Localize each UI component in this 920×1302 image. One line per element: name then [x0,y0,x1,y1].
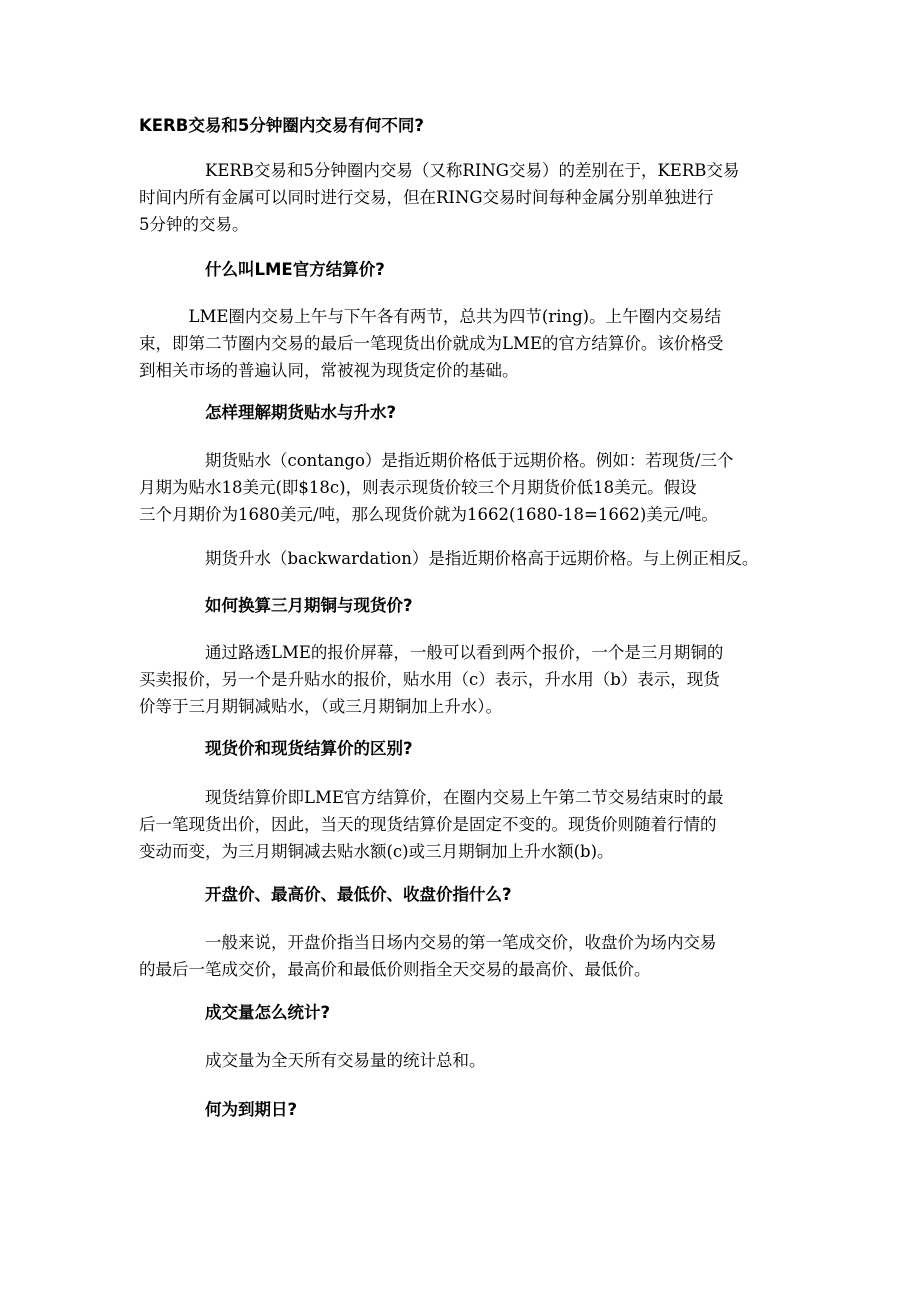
question-three-month-copper [139,592,791,619]
answer-line: 现货结算价即LME官方结算价，在圈内交易上午第二节交易结束时的最 [139,788,724,807]
answer-line: 通过路透LME的报价屏幕，一般可以看到两个报价，一个是三月期铜的 [139,643,724,662]
question-heading: 现货价和现货结算价的区别? [139,739,413,758]
answer-line: 时间内所有金属可以同时进行交易，但在RING交易时间每种金属分别单独进行 [139,188,714,207]
question-kerb-vs-ring [139,112,791,139]
answer-line: 成交量为全天所有交易量的统计总和。 [139,1051,486,1070]
answer-volume [139,1047,791,1074]
answer-line: 买卖报价，另一个是升贴水的报价，贴水用（c）表示，升水用（b）表示，现货 [139,670,720,689]
answer-line: LME圈内交易上午与下午各有两节，总共为四节(ring)。上午圈内交易结 [139,307,722,326]
answer-line: 变动而变，为三月期铜减去贴水额(c)或三月期铜加上升水额(b)。 [139,842,614,861]
answer-contango [139,447,791,528]
question-heading: 如何换算三月期铜与现货价? [139,596,413,615]
question-lme-settlement [139,256,791,283]
answer-ohlc-prices [139,929,791,983]
answer-line: 后一笔现货出价，因此，当天的现货结算价是固定不变的。现货价则随着行情的 [139,815,717,834]
question-spot-vs-settlement [139,735,791,762]
question-heading: 成交量怎么统计? [139,1003,331,1022]
answer-kerb-vs-ring [139,157,791,238]
answer-line: 期货贴水（contango）是指近期价格低于远期价格。例如：若现货/三个 [139,451,734,470]
question-volume [139,999,791,1026]
answer-line: KERB交易和5分钟圈内交易（又称RING交易）的差别在于，KERB交易 [139,161,740,180]
answer-line: 束，即第二节圈内交易的最后一笔现货出价就成为LME的官方结算价。该价格受 [139,334,724,353]
answer-line: 期货升水（backwardation）是指近期价格高于远期价格。与上例正相反。 [139,549,759,568]
question-heading: KERB交易和5分钟圈内交易有何不同? [139,116,424,135]
answer-line: 月期为贴水18美元(即$18c)，则表示现货价较三个月期货价低18美元。假设 [139,478,697,497]
question-contango-backwardation [139,399,791,426]
question-heading: 什么叫LME官方结算价? [139,260,385,279]
answer-spot-vs-settlement [139,784,791,865]
answer-lme-settlement [139,303,791,384]
question-heading: 怎样理解期货贴水与升水? [139,403,397,422]
question-ohlc-prices [139,881,791,908]
answer-three-month-copper [139,639,791,720]
answer-line: 到相关市场的普遍认同，常被视为现货定价的基础。 [139,361,519,380]
question-expiry-date [139,1096,791,1123]
answer-line: 三个月期价为1680美元/吨，那么现货价就为1662(1680-18=1662)美元/吨。 [139,505,718,524]
answer-backwardation [139,545,791,572]
answer-line: 一般来说，开盘价指当日场内交易的第一笔成交价，收盘价为场内交易 [139,933,717,952]
answer-line: 的最后一笔成交价，最高价和最低价则指全天交易的最高价、最低价。 [139,960,651,979]
answer-line: 价等于三月期铜减贴水，（或三月期铜加上升水）。 [139,697,502,716]
answer-line: 5分钟的交易。 [139,215,249,234]
question-heading: 开盘价、最高价、最低价、收盘价指什么? [139,885,512,904]
question-heading: 何为到期日? [139,1100,298,1119]
